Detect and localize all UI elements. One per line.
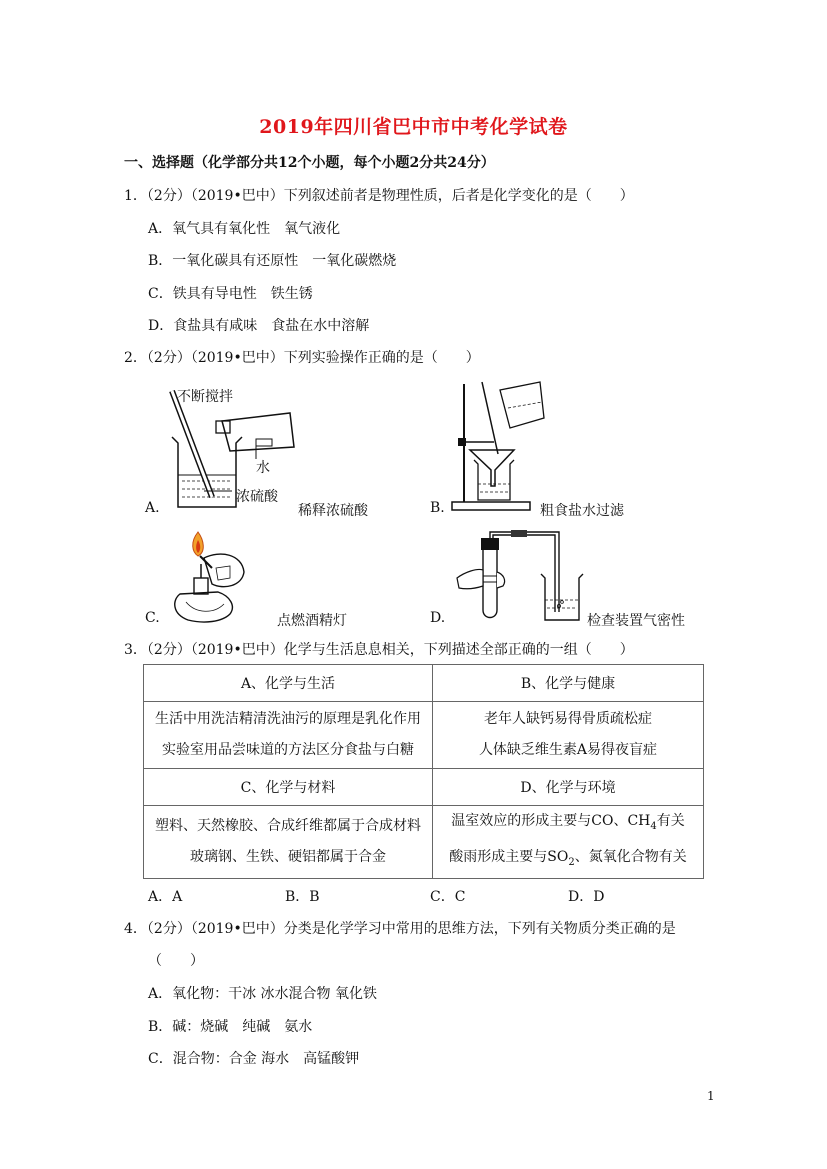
- q3-a-line-1: 生活中用洗洁精清洗油污的原理是乳化作用: [155, 711, 421, 727]
- q4-stem-continued: （ ）: [148, 953, 204, 969]
- q3-c-line-2: 玻璃钢、生铁、硬铝都属于合金: [190, 848, 386, 865]
- q2-option-a-letter: A.: [145, 500, 160, 516]
- q4-option-b: B．碱：烧碱 纯碱 氨水: [148, 1019, 313, 1035]
- q1-option-c: C．铁具有导电性 铁生锈: [148, 286, 313, 302]
- q3-cell-b-body: [433, 702, 704, 769]
- q3-b-line-2: 人体缺乏维生素A易得夜盲症: [478, 742, 658, 758]
- q3-d-line-1: [433, 806, 703, 842]
- q1-option-b: B．一氧化碳具有还原性 一氧化碳燃烧: [148, 253, 397, 269]
- q3-cell-a-head: A、化学与生活: [144, 665, 433, 702]
- page-number: 1: [707, 1089, 715, 1103]
- q3-table: [143, 664, 704, 879]
- q2-option-d-caption: 检查装置气密性: [587, 613, 685, 629]
- q3-option-d: D．D: [568, 889, 605, 905]
- q3-cell-b-head: B、化学与健康: [433, 665, 704, 702]
- fig-a-label-stir: 不断搅拌: [177, 389, 233, 405]
- q3-d-line-1-post: 有关: [656, 813, 685, 829]
- q4-stem: 4．（2分）（2019•巴中）分类是化学学习中常用的思维方法，下列有关物质分类正确的是: [124, 921, 676, 937]
- q2-stem: 2．（2分）（2019•巴中）下列实验操作正确的是（ ）: [124, 350, 480, 366]
- q3-d-line-2-sub: 2: [568, 856, 575, 868]
- q3-cell-d-head: D、化学与环境: [433, 769, 704, 806]
- q2-option-d-letter: D.: [430, 610, 446, 626]
- q3-d-line-1-sub: 4: [650, 820, 657, 832]
- q1-stem: 1．（2分）（2019•巴中）下列叙述前者是物理性质，后者是化学变化的是（ ）: [124, 188, 634, 204]
- q4-option-a: A．氧化物：干冰 冰水混合物 氧化铁: [148, 986, 378, 1002]
- q3-a-line-2: 实验室用品尝味道的方法区分食盐与白糖: [162, 742, 414, 758]
- q3-d-line-2-pre: 酸雨形成主要与SO: [449, 848, 569, 865]
- fig-a-label-water: 水: [256, 460, 270, 476]
- q3-cell-a-body: [144, 702, 433, 769]
- fig-airtightness: [455, 528, 585, 628]
- fig-filtration: [448, 378, 548, 514]
- q3-b-line-1: 老年人缺钙易得骨质疏松症: [484, 711, 652, 727]
- fig-a-label-acid: 浓硫酸: [236, 489, 278, 505]
- section-heading: 一、选择题（化学部分共12个小题，每个小题2分共24分）: [124, 155, 495, 171]
- q2-option-c-letter: C.: [145, 610, 160, 626]
- q3-stem: 3．（2分）（2019•巴中）化学与生活息息相关，下列描述全部正确的一组（ ）: [124, 642, 634, 658]
- exam-title: 2019年四川省巴中市中考化学试卷: [259, 116, 568, 138]
- q3-d-line-1-pre: 温室效应的形成主要与CO、CH: [451, 813, 651, 829]
- q3-option-c: C．C: [430, 889, 466, 905]
- q2-option-b-caption: 粗食盐水过滤: [540, 503, 624, 519]
- q1-option-d: D．食盐具有咸味 食盐在水中溶解: [148, 318, 370, 334]
- q3-d-line-2: [433, 842, 703, 878]
- q2-option-b-letter: B.: [430, 500, 445, 516]
- q3-cell-c-body: [144, 806, 433, 879]
- q3-cell-d-body: [433, 806, 704, 879]
- q3-option-a: A．A: [148, 889, 183, 905]
- q2-option-c-caption: 点燃酒精灯: [277, 613, 347, 629]
- q2-option-a-caption: 稀释浓硫酸: [298, 503, 368, 519]
- q3-c-line-1: 塑料、天然橡胶、合成纤维都属于合成材料: [155, 817, 421, 834]
- q3-cell-c-head: C、化学与材料: [144, 769, 433, 806]
- q1-option-a: A．氧气具有氧化性 氧气液化: [148, 221, 341, 237]
- q3-option-b: B．B: [285, 889, 320, 905]
- q3-d-line-2-post: 、氮氧化合物有关: [574, 848, 687, 865]
- fig-alcohol-lamp: [160, 528, 260, 628]
- q4-option-c: C．混合物：合金 海水 高锰酸钾: [148, 1051, 360, 1067]
